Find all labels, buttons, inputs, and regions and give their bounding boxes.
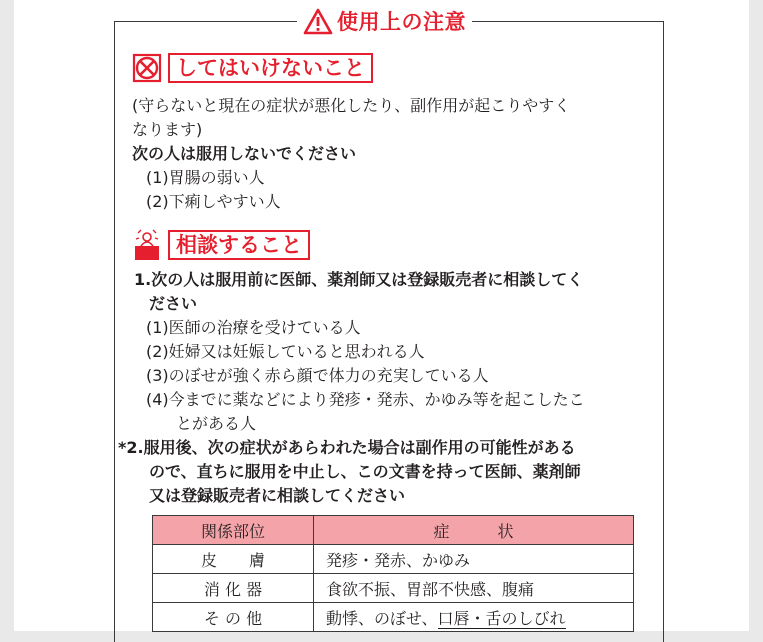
consult-item1-line1: 1.次の人は服用前に医師、薬剤師又は登録販売者に相談してく [134,270,584,289]
side-effects-table [152,515,634,632]
symptom-text: 動悸、のぼせ、 [326,608,438,628]
warning-triangle-icon [303,8,333,35]
table-cell-symptom [314,603,634,632]
table-row [153,545,634,574]
prohibited-icon [132,53,162,83]
table-row [153,603,634,632]
consult-item2-line1: *2.服用後、次の症状があらわれた場合は副作用の可能性がある [118,438,576,457]
consult-subitem: (2)妊婦又は妊娠していると思われる人 [146,342,425,361]
consultation-icon [132,228,162,262]
table-row [153,574,634,603]
table-cell-symptom: 食欲不振、胃部不快感、腹痛 [314,574,634,603]
consult-item2-line2: ので、直ちに服用を中止し、この文書を持って医師、薬剤師 [149,462,581,481]
prohibited-note-line2: なります) [132,120,203,139]
section-consult-heading [132,228,310,262]
consult-item2-line3: 又は登録販売者に相談してください [149,486,406,505]
consult-item1-line2: ださい [149,294,198,313]
consult-subitem: (1)医師の治療を受けている人 [146,318,361,337]
document-page [14,0,749,631]
prohibited-item: (2)下痢しやすい人 [146,192,281,211]
symptom-underlined-text: 口唇・舌のしびれ [437,608,566,628]
prohibited-item: (1)胃腸の弱い人 [146,168,265,187]
table-header-symptom: 症 状 [314,516,634,545]
notice-title [297,6,472,36]
section-prohibited-label: してはいけないこと [168,53,373,83]
consult-subitem: (4)今までに薬などにより発疹・発赤、かゆみ等を起こしたこ [146,390,585,409]
prohibited-note-line1: (守らないと現在の症状が悪化したり、副作用が起こりやすく [132,96,571,115]
prohibited-lead: 次の人は服用しないでください [132,144,357,163]
section-prohibited-heading [132,53,373,83]
consult-subitem: (3)のぼせが強く赤ら顔で体力の充実している人 [146,366,489,385]
table-header-part: 関係部位 [153,516,314,545]
table-cell-part: 消 化 器 [153,574,314,603]
consult-subitem-cont: とがある人 [176,414,257,433]
table-header-row [153,516,634,545]
notice-title-text: 使用上の注意 [337,10,466,34]
table-cell-part: そ の 他 [153,603,314,632]
section-consult-label: 相談すること [168,230,310,260]
table-cell-symptom: 発疹・発赤、かゆみ [314,545,634,574]
table-cell-part: 皮 膚 [153,545,314,574]
